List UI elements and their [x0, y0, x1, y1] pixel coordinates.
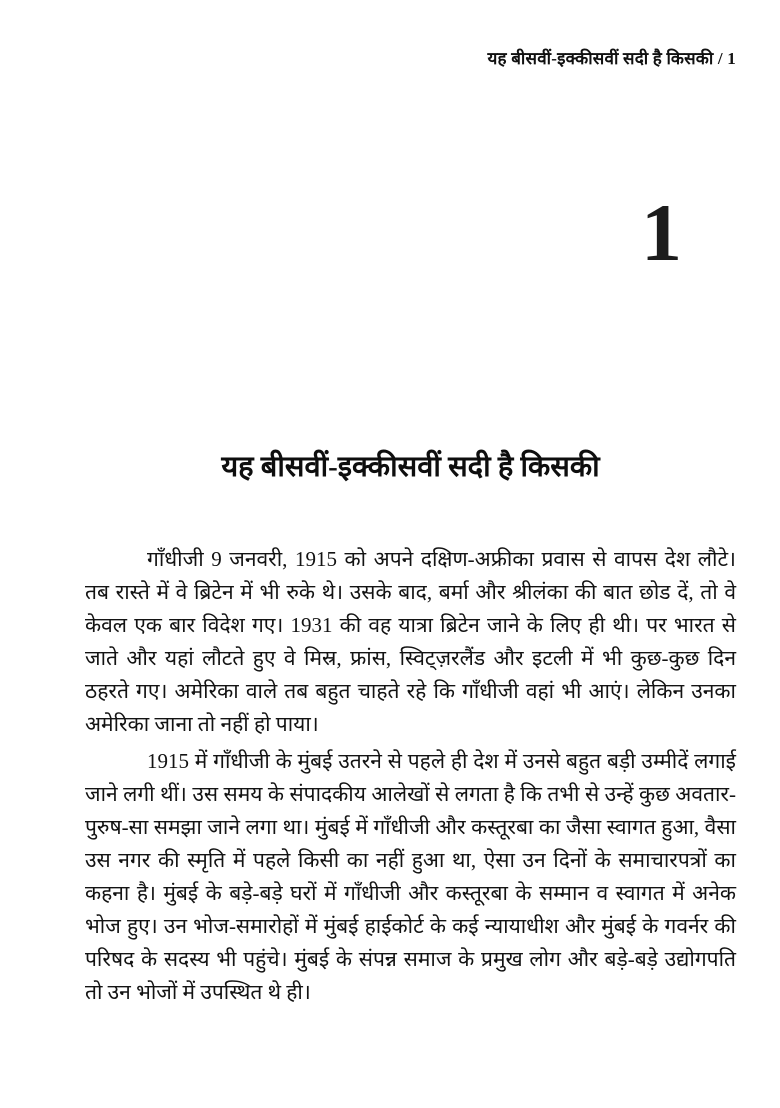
- running-header: यह बीसवीं-इक्कीसवीं सदी है किसकी / 1: [487, 49, 736, 68]
- chapter-number: 1: [641, 187, 682, 278]
- body-paragraph-1: गाँधीजी 9 जनवरी, 1915 को अपने दक्षिण-अफ्रीका प्रवास से वापस देश लौटे। तब रास्ते में वे ब्रिटेन में भी रुके थे। उसके बाद, बर्मा और श्रीलंका की बात छोड दें, तो वे केवल एक बार विदेश गए। 1931 की वह यात्रा ब्रिटेन जाने के लिए ही थी। पर भारत से जाते और यहां लौटते हुए वे मिस्र, फ्रांस, स्विट्ज़रलैंड और इटली में भी कुछ-कुछ दिन ठहरते गए। अमेरिका वाले तब बहुत चाहते रहे कि गाँधीजी वहां भी आएं। लेकिन उनका अमेरिका जाना तो नहीं हो पाया।: [85, 547, 736, 736]
- body-paragraph-2: 1915 में गाँधीजी के मुंबई उतरने से पहले ही देश में उनसे बहुत बड़ी उम्मीदें लगाई जाने लगी थीं। उस समय के संपादकीय आलेखों से लगता है कि तभी से उन्हें कुछ अवतार-पुरुष-सा समझा जाने लगा था। मुंबई में गाँधीजी और कस्तूरबा का जैसा स्वागत हुआ, वैसा उस नगर की स्मृति में पहले किसी का नहीं हुआ था, ऐसा उन दिनों के समाचारपत्रों का कहना है। मुंबई के बड़े-बड़े घरों में गाँधीजी और कस्तूरबा के सम्मान व स्वागत में अनेक भोज हुए। उन भोज-समारोहों में मुंबई हाईकोर्ट के कई न्यायाधीश और मुंबई के गवर्नर की परिषद के सदस्य भी पहुंचे। मुंबई के संपन्न समाज के प्रमुख लोग और बड़े-बड़े उद्योगपति तो उन भोजों में उपस्थित थे ही।: [85, 749, 736, 1004]
- chapter-title: यह बीसवीं-इक्कीसवीं सदी है किसकी: [221, 451, 600, 483]
- page-content: [85, 446, 736, 1013]
